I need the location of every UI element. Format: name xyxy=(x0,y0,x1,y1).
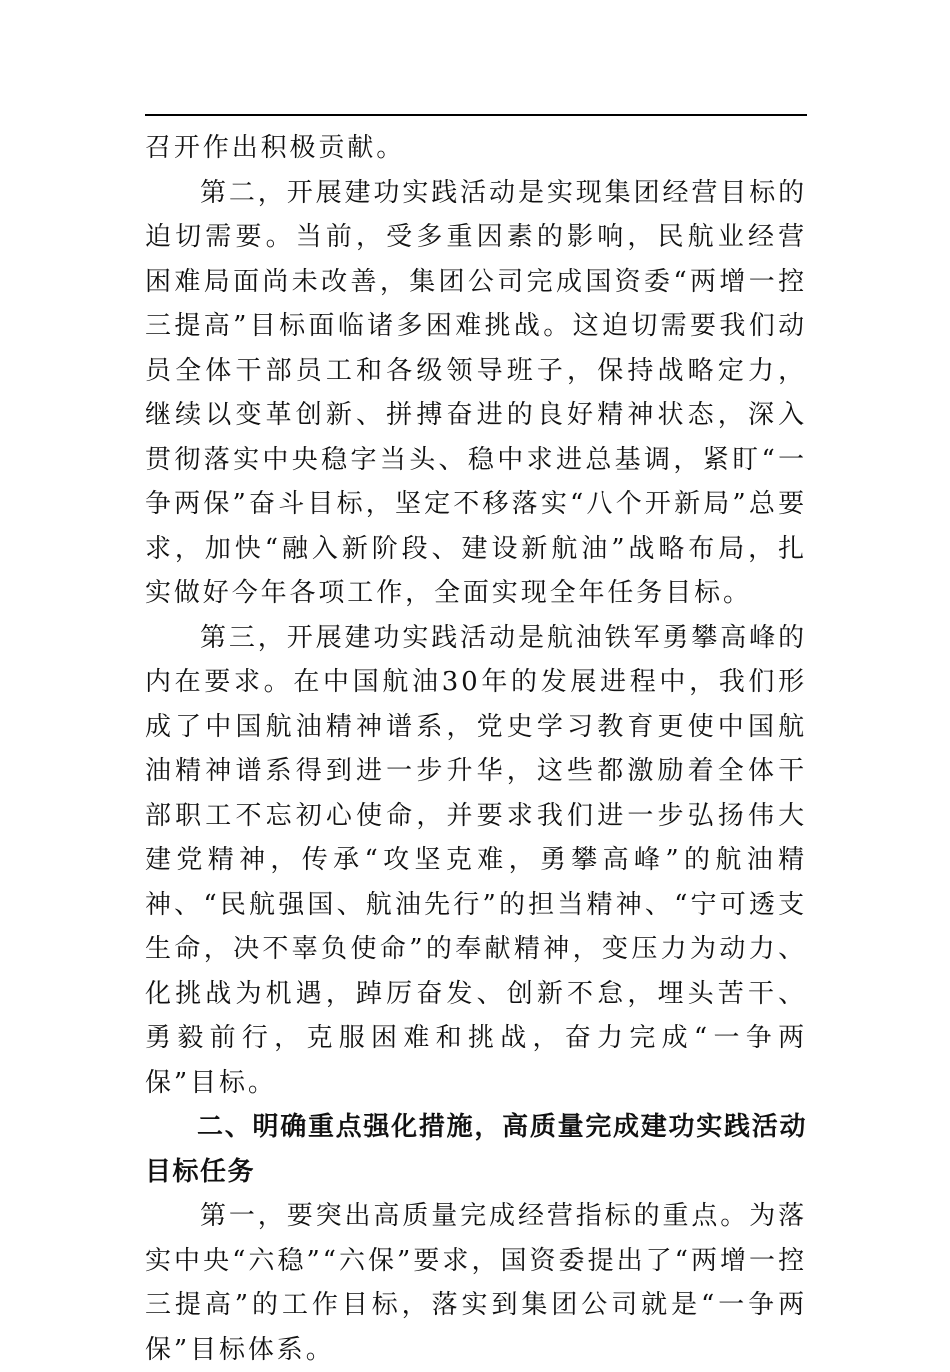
paragraph-third-point: 第三，开展建功实践活动是航油铁军勇攀高峰的内在要求。在中国航油30年的发展进程中，我们形成了中国航油精神谱系，党史学习教育更使中国航油精神谱系得到进一步升华，这些都激励着全体干部职工不忘初心使命，并要求我们进一步弘扬伟大建党精神，传承“攻坚克难，勇攀高峰”的航油精神、“民航强国、航油先行”的担当精神、“宁可透支生命，决不辜负使命”的奉献精神，变压力为动力、化挑战为机遇，踔厉奋发、创新不怠，埋头苦干、勇毅前行，克服困难和挑战，奋力完成“一争两保”目标。 xyxy=(145,622,807,1098)
paragraph-continuation: 召开作出积极贡献。 xyxy=(145,133,406,163)
document-body xyxy=(145,126,807,1372)
paragraph-second-point: 第二，开展建功实践活动是实现集团经营目标的迫切需要。当前，受多重因素的影响，民航业经营困难局面尚未改善，集团公司完成国资委“两增一控三提高”目标面临诸多困难挑战。这迫切需要我们动员全体干部员工和各级领导班子，保持战略定力，继续以变革创新、拼搏奋进的良好精神状态，深入贯彻落实中央稳字当头、稳中求进总基调，紧盯“一争两保”奋斗目标，坚定不移落实“八个开新局”总要求，加快“融入新阶段、建设新航油”战略布局，扎实做好今年各项工作，全面实现全年任务目标。 xyxy=(145,177,807,608)
section-heading: 二、明确重点强化措施，高质量完成建功实践活动目标任务 xyxy=(145,1112,807,1187)
paragraph-first-measure: 第一，要突出高质量完成经营指标的重点。为落实中央“六稳”“六保”要求，国资委提出了“两增一控三提高”的工作目标，落实到集团公司就是“一争两保”目标体系。 xyxy=(145,1201,807,1365)
header-rule xyxy=(145,114,807,116)
